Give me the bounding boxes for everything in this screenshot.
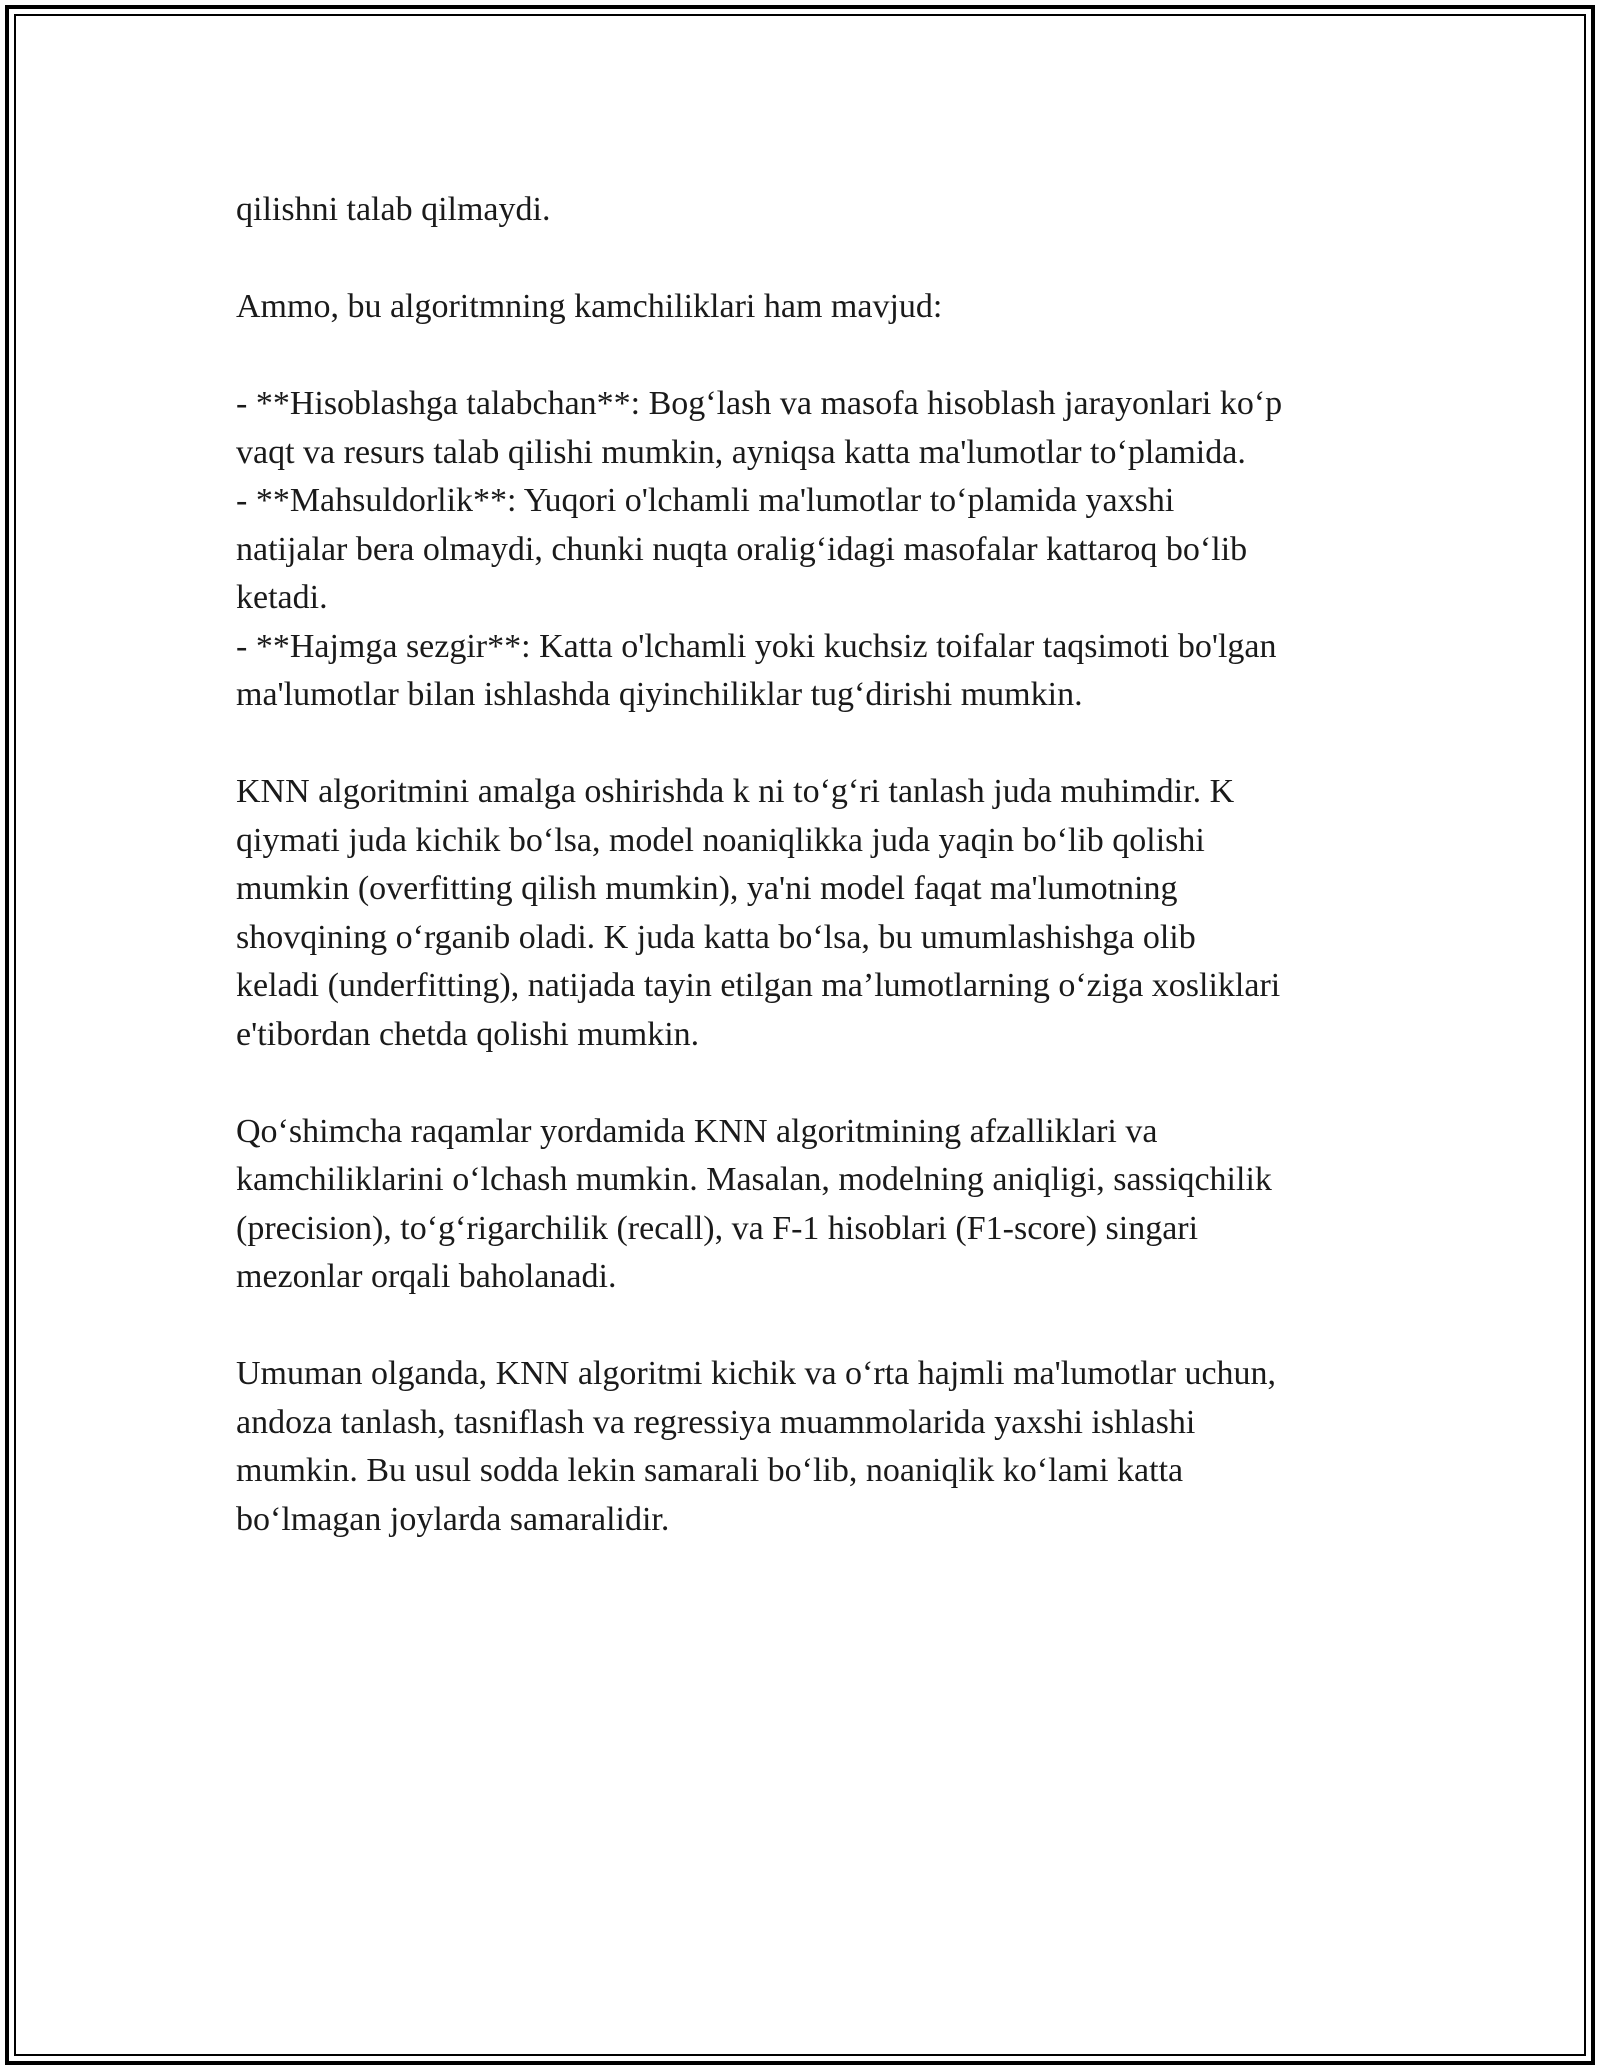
text-line: - **Mahsuldorlik**: Yuqori o'lchamli ma'lumotlar to‘plamida yaxshi	[236, 482, 1175, 519]
text-line: bo‘lmagan joylarda samaralidir.	[236, 1500, 670, 1538]
paragraph-conclusion	[236, 1350, 1376, 1544]
text-line: kamchiliklarini o‘lchash mumkin. Masalan, modelning aniqligi, sassiqchilik	[236, 1161, 1272, 1198]
document-body	[236, 186, 1376, 1544]
text-line: vaqt va resurs talab qilishi mumkin, ayniqsa katta ma'lumotlar to‘plamida.	[236, 433, 1246, 471]
text-line: (precision), to‘g‘rigarchilik (recall), va F-1 hisoblari (F1-score) singari	[236, 1209, 1199, 1247]
text-line: ma'lumotlar bilan ishlashda qiyinchiliklar tug‘dirishi mumkin.	[236, 676, 1083, 713]
text-line: Umuman olganda, KNN algoritmi kichik va o‘rta hajmli ma'lumotlar uchun,	[236, 1355, 1277, 1392]
text-line: - **Hisoblashga talabchan**: Bog‘lash va masofa hisoblash jarayonlari ko‘p	[236, 385, 1283, 422]
paragraph-continuation	[236, 186, 1376, 235]
text-line: Qo‘shimcha raqamlar yordamida KNN algoritmining afzalliklari va	[236, 1112, 1158, 1150]
text-line: shovqining o‘rganib oladi. K juda katta bo‘lsa, bu umumlashishga olib	[236, 918, 1196, 956]
paragraph-drawbacks-intro	[236, 283, 1376, 332]
text-line: e'tibordan chetda qolishi mumkin.	[236, 1015, 700, 1053]
text-line: - **Hajmga sezgir**: Katta o'lchamli yoki kuchsiz toifalar taqsimoti bo'lgan	[236, 627, 1277, 665]
paragraph-metrics	[236, 1108, 1376, 1302]
text-line: Ammo, bu algoritmning kamchiliklari ham mavjud:	[236, 288, 943, 325]
text-line: mumkin (overfitting qilish mumkin), ya'ni model faqat ma'lumotning	[236, 870, 1178, 907]
text-line: KNN algoritmini amalga oshirishda k ni to‘g‘ri tanlash juda muhimdir. K	[236, 773, 1235, 810]
text-line: andoza tanlash, tasniflash va regressiya muammolarida yaxshi ishlashi	[236, 1403, 1196, 1441]
paragraph-drawbacks-list	[236, 380, 1376, 720]
text-line: ketadi.	[236, 579, 328, 616]
paragraph-choosing-k	[236, 768, 1376, 1059]
text-line: natijalar bera olmaydi, chunki nuqta oralig‘idagi masofalar kattaroq bo‘lib	[236, 530, 1248, 568]
text-line: qilishni talab qilmaydi.	[236, 191, 551, 228]
text-line: keladi (underfitting), natijada tayin etilgan ma’lumotlarning o‘ziga xosliklari	[236, 967, 1281, 1004]
text-line: mezonlar orqali baholanadi.	[236, 1258, 617, 1295]
text-line: mumkin. Bu usul sodda lekin samarali bo‘lib, noaniqlik ko‘lami katta	[236, 1452, 1184, 1489]
text-line: qiymati juda kichik bo‘lsa, model noaniqlikka juda yaqin bo‘lib qolishi	[236, 821, 1205, 859]
